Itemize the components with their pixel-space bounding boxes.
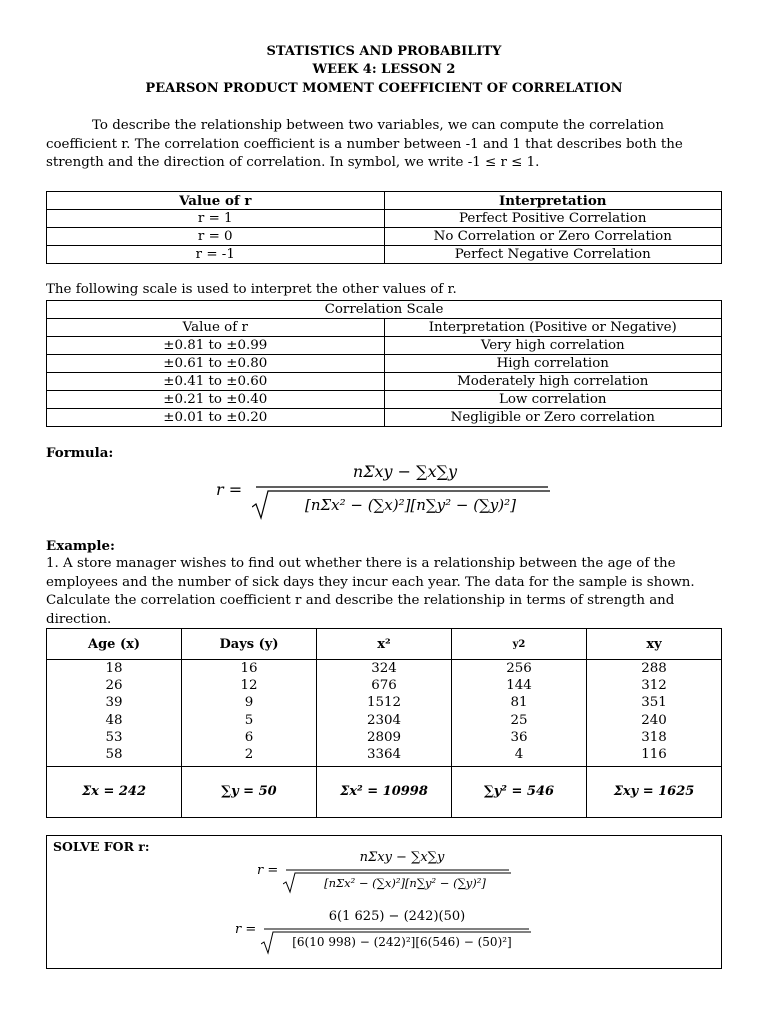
intro-text: To describe the relationship between two variables, we can compute the correlation coefficient r. The correlation coefficient is a number between -1 and 1 that describes both the strength and the direction of correlation. In symbol, we write -1 ≤ r ≤ 1. [46,118,683,170]
table-cell: 12 [182,677,317,694]
header-title: PEARSON PRODUCT MOMENT COEFFICIENT OF CORRELATION [145,81,623,96]
scale-intro: The following scale is used to interpret the other values of r. [46,282,457,297]
correlation-scale-table [46,300,722,427]
table-row [47,660,722,678]
table-cell: 81 [452,695,587,712]
table-cell: ±0.81 to ±0.99 [47,337,385,355]
table-title-row [47,301,722,319]
table-cell: 48 [47,712,182,729]
table-cell: 1512 [317,695,452,712]
formula-numerator: nΣxy − ∑x∑y [352,462,458,481]
solve-formula-lhs: r = [257,863,279,878]
sum-cell: Σx² = 10998 [317,766,452,817]
table-cell: 6 [182,729,317,746]
formula-lhs: r = [216,480,243,499]
table-cell: 16 [182,660,317,678]
table-cell: 144 [452,677,587,694]
table-cell: r = -1 [47,246,385,264]
table-row [47,677,722,694]
intro-paragraph [46,117,722,173]
table-row [47,391,722,409]
table-cell: ±0.41 to ±0.60 [47,373,385,391]
table-cell: 2809 [317,729,452,746]
solve-substitution-lhs: r = [235,922,257,937]
sum-cell: ∑y = 50 [182,766,317,817]
table-row [47,409,722,427]
table-row [47,210,722,228]
sum-cell: ∑y² = 546 [452,766,587,817]
example-label: Example: [46,538,115,554]
table-cell: 324 [317,660,452,678]
table-row [47,373,722,391]
sum-cell: Σxy = 1625 [587,766,722,817]
header-subject: STATISTICS AND PROBABILITY [266,44,502,59]
table-row [47,228,722,246]
table-header: y2 [452,629,587,660]
table-cell: 3364 [317,746,452,766]
table-cell: 318 [587,729,722,746]
table-cell: r = 1 [47,210,385,228]
table-header: Value of r [47,319,385,337]
table-cell: 312 [587,677,722,694]
table-row [47,355,722,373]
table-cell: 5 [182,712,317,729]
table-cell: No Correlation or Zero Correlation [384,228,722,246]
r-values-table [46,191,722,264]
table-header: Interpretation (Positive or Negative) [384,319,722,337]
table-cell: 9 [182,695,317,712]
solve-label: SOLVE FOR r: [53,839,150,854]
table-header-row [47,319,722,337]
solve-substitution-denominator: [6(10 998) − (242)²][6(546) − (50)²] [292,935,512,949]
table-cell: 26 [47,677,182,694]
table-header: Interpretation [384,192,722,210]
table-header-row [47,629,722,660]
table-cell: 240 [587,712,722,729]
table-cell: High correlation [384,355,722,373]
table-cell: 25 [452,712,587,729]
table-row [47,246,722,264]
table-cell: Perfect Negative Correlation [384,246,722,264]
table-cell: ±0.61 to ±0.80 [47,355,385,373]
example-text: 1. A store manager wishes to find out whether there is a relationship between the age of the employees and the number of sick days they incur each year. The data for the sample is shown. Calculate the correlation coefficient r and describe the relationship in terms of strength and direction. [46,556,695,627]
table-cell: ±0.21 to ±0.40 [47,391,385,409]
formula-denominator: [nΣx² − (∑x)²][n∑y² − (∑y)²] [305,496,516,514]
example-paragraph [46,555,722,629]
solve-formula-numerator: nΣxy − ∑x∑y [359,850,445,865]
table-cell: ±0.01 to ±0.20 [47,409,385,427]
table-row [47,712,722,729]
formula-label: Formula: [46,445,114,461]
table-cell: Very high correlation [384,337,722,355]
table-cell: 58 [47,746,182,766]
table-cell: 351 [587,695,722,712]
table-cell: 116 [587,746,722,766]
table-cell: Low correlation [384,391,722,409]
table-cell: 39 [47,695,182,712]
table-title: Correlation Scale [47,301,722,319]
solve-formula-denominator: [nΣx² − (∑x)²][n∑y² − (∑y)²] [324,876,486,890]
table-row [47,337,722,355]
solve-substitution-numerator: 6(1 625) − (242)(50) [328,909,466,924]
table-row [47,695,722,712]
table-cell: 4 [452,746,587,766]
data-table [46,628,722,818]
table-cell: 256 [452,660,587,678]
table-cell: 36 [452,729,587,746]
solve-box [46,835,722,969]
table-cell: Negligible or Zero correlation [384,409,722,427]
sum-cell: Σx = 242 [47,766,182,817]
table-header-row [47,192,722,210]
table-cell: 18 [47,660,182,678]
table-header: Age (x) [47,629,182,660]
table-cell: Moderately high correlation [384,373,722,391]
table-row [47,729,722,746]
table-header: xy [587,629,722,660]
table-cell: 288 [587,660,722,678]
table-sum-row [47,766,722,817]
table-header: x² [317,629,452,660]
table-cell: 2304 [317,712,452,729]
table-header: Days (y) [182,629,317,660]
table-row [47,746,722,766]
table-header: Value of r [47,192,385,210]
table-cell: 676 [317,677,452,694]
table-cell: 2 [182,746,317,766]
header-week: WEEK 4: LESSON 2 [312,62,456,77]
table-cell: Perfect Positive Correlation [384,210,722,228]
table-cell: 53 [47,729,182,746]
table-cell: r = 0 [47,228,385,246]
